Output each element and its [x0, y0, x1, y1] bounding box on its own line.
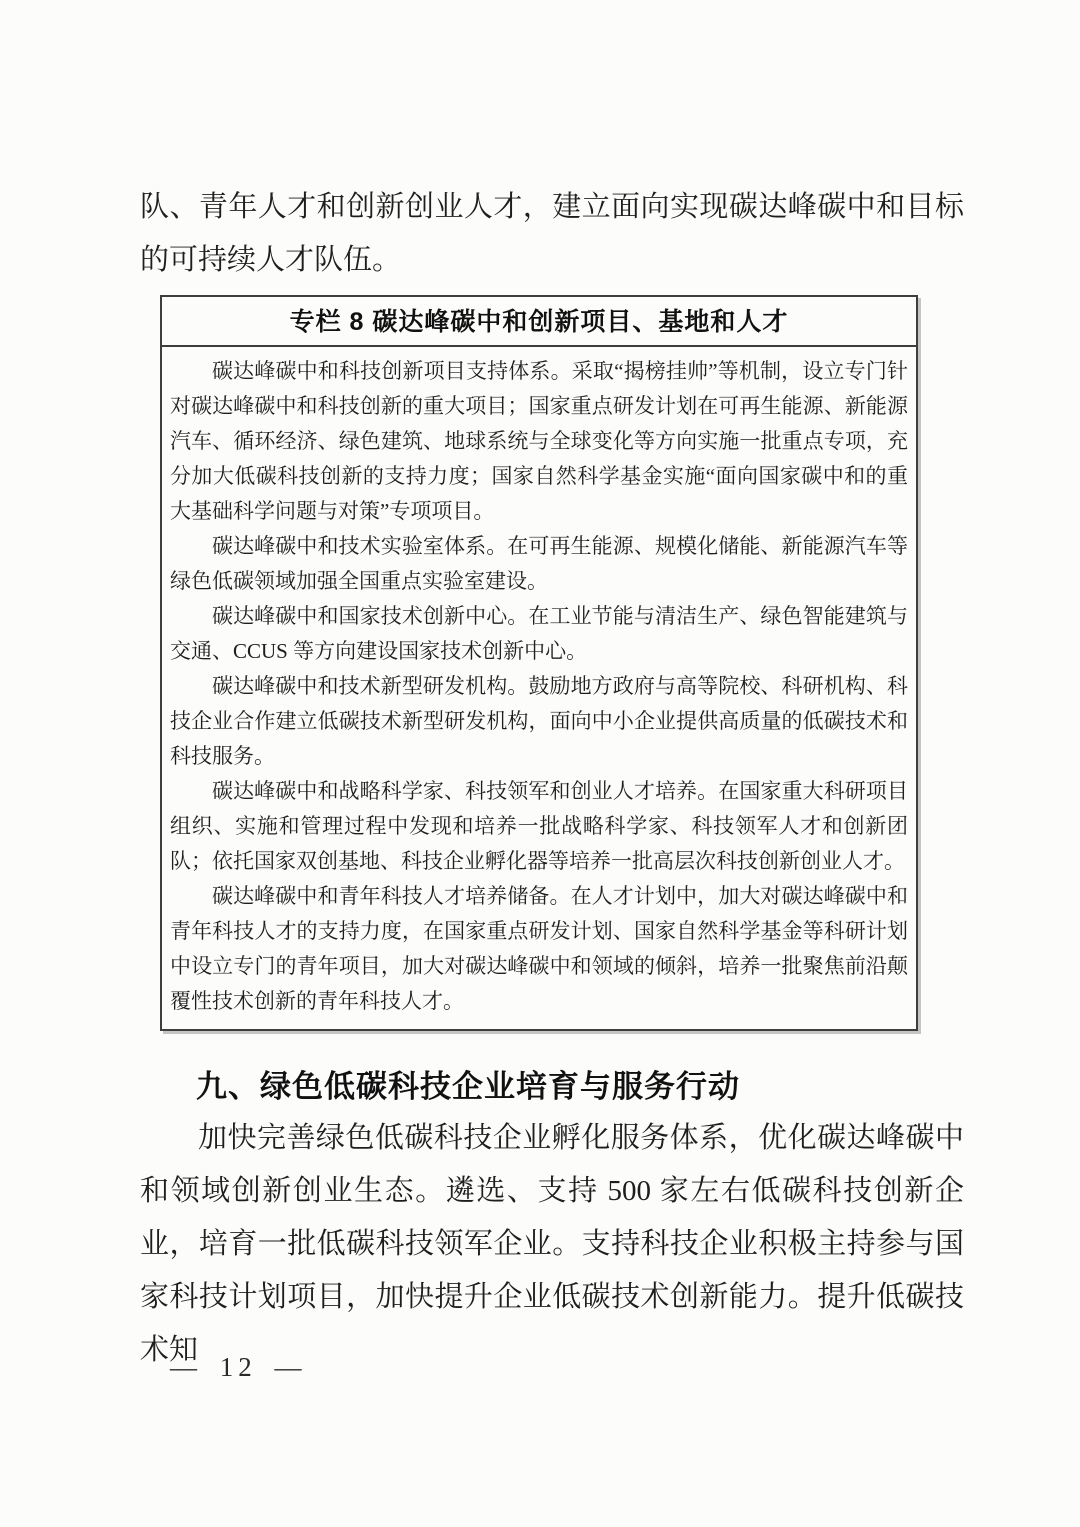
callout-box-title: 专栏 8 碳达峰碳中和创新项目、基地和人才: [162, 297, 916, 347]
callout-box: [160, 295, 918, 1031]
intro-paragraph: 队、青年人才和创新创业人才，建立面向实现碳达峰碳中和目标的可持续人才队伍。: [140, 191, 964, 276]
section-paragraph: 加快完善绿色低碳科技企业孵化服务体系，优化碳达峰碳中和领域创新创业生态。遴选、支持 500 家左右低碳科技创新企业，培育一批低碳科技领军企业。支持科技企业积极主持参与国家科技计划项目，加快提升企业低碳技术创新能力。提升低碳技术知: [140, 1122, 964, 1366]
callout-paragraph-rd-institutions: 碳达峰碳中和技术新型研发机构。鼓励地方政府与高等院校、科研机构、科技企业合作建立低碳技术新型研发机构，面向中小企业提供高质量的低碳技术和科技服务。: [170, 674, 908, 768]
page-number: — 12 —: [170, 1352, 307, 1382]
callout-paragraph-young-talent-reserve: 碳达峰碳中和青年科技人才培养储备。在人才计划中，加大对碳达峰碳中和青年科技人才的支持力度，在国家重点研发计划、国家自然科学基金等科研计划中设立专门的青年项目，加大对碳达峰碳中和领域的倾斜，培养一批聚焦前沿颠覆性技术创新的青年科技人才。: [170, 884, 908, 1013]
callout-paragraph-talent-cultivation: 碳达峰碳中和战略科学家、科技领军和创业人才培养。在国家重大科研项目组织、实施和管理过程中发现和培养一批战略科学家、科技领军人才和创新团队；依托国家双创基地、科技企业孵化器等培养一批高层次科技创新创业人才。: [170, 779, 908, 873]
callout-paragraph-laboratory-system: 碳达峰碳中和技术实验室体系。在可再生能源、规模化储能、新能源汽车等绿色低碳领域加强全国重点实验室建设。: [170, 534, 908, 593]
callout-paragraph-innovation-centers: 碳达峰碳中和国家技术创新中心。在工业节能与清洁生产、绿色智能建筑与交通、CCUS 等方向建设国家技术创新中心。: [170, 604, 908, 663]
section-heading: 九、绿色低碳科技企业培育与服务行动: [196, 1069, 740, 1104]
callout-paragraph-project-system: 碳达峰碳中和科技创新项目支持体系。采取“揭榜挂帅”等机制，设立专门针对碳达峰碳中和科技创新的重大项目；国家重点研发计划在可再生能源、新能源汽车、循环经济、绿色建筑、地球系统与全球变化等方向实施一批重点专项，充分加大低碳科技创新的支持力度；国家自然科学基金实施“面向国家碳中和的重大基础科学问题与对策”专项项目。: [170, 359, 908, 523]
callout-box-body: [162, 347, 916, 1027]
